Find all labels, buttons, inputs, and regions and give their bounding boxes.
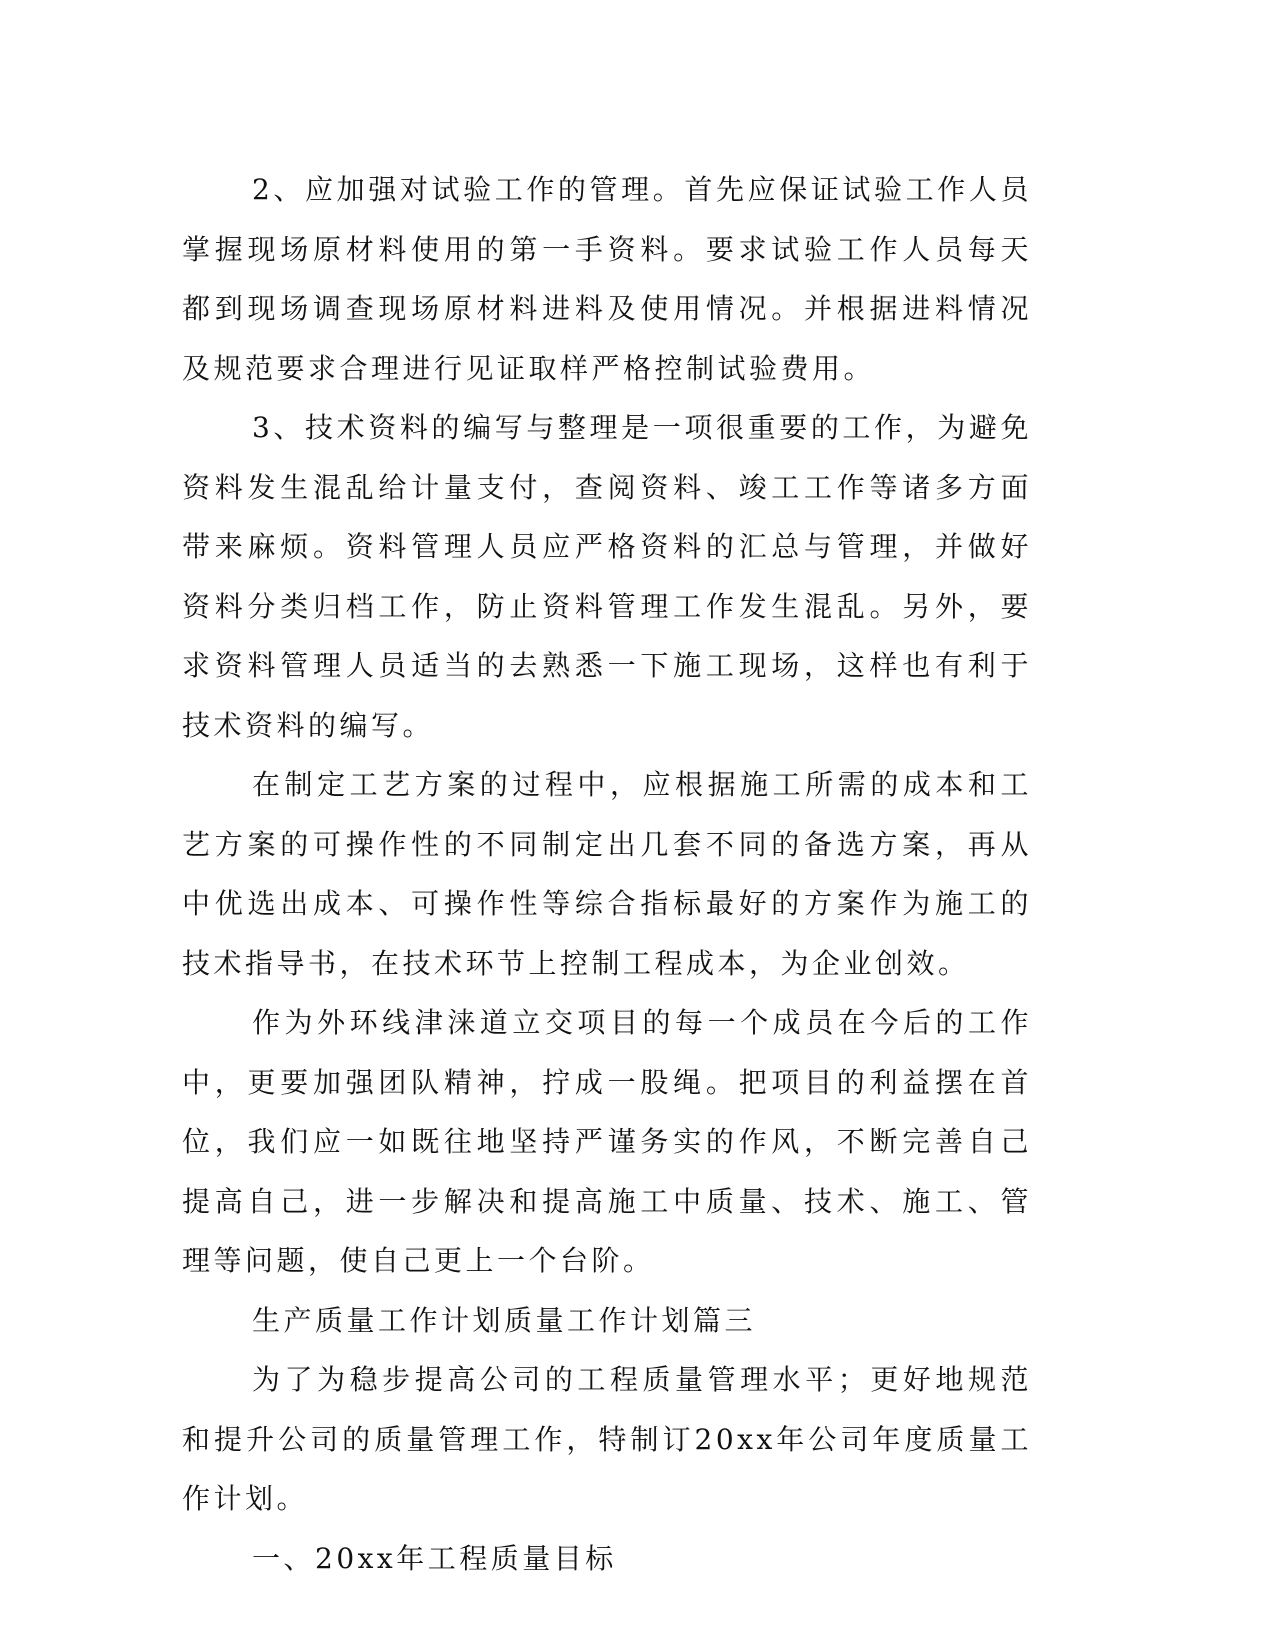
- paragraph-intro: 为了为稳步提高公司的工程质量管理水平；更好地规范和提升公司的质量管理工作，特制订20xx年公司年度质量工作计划。: [182, 1363, 1032, 1515]
- subheading-quality-goal: 一、20xx年工程质量目标: [252, 1541, 617, 1575]
- section-title: 生产质量工作计划质量工作计划篇三: [252, 1303, 757, 1337]
- paragraph-test-management: 2、应加强对试验工作的管理。首先应保证试验工作人员掌握现场原材料使用的第一手资料。要求试验工作人员每天都到现场调查现场原材料进料及使用情况。并根据进料情况及规范要求合理进行见证取样严格控制试验费用。: [182, 173, 1032, 385]
- paragraph-process-plan: 在制定工艺方案的过程中，应根据施工所需的成本和工艺方案的可操作性的不同制定出几套不同的备选方案，再从中优选出成本、可操作性等综合指标最好的方案作为施工的技术指导书，在技术环节上控制工程成本，为企业创效。: [182, 768, 1032, 980]
- document-body: [182, 160, 1032, 1588]
- paragraph-technical-documents: 3、技术资料的编写与整理是一项很重要的工作，为避免资料发生混乱给计量支付，查阅资料、竣工工作等诸多方面带来麻烦。资料管理人员应严格资料的汇总与管理，并做好资料分类归档工作，防止资料管理工作发生混乱。另外，要求资料管理人员适当的去熟悉一下施工现场，这样也有利于技术资料的编写。: [182, 411, 1032, 742]
- paragraph-team-spirit: 作为外环线津涞道立交项目的每一个成员在今后的工作中，更要加强团队精神，拧成一股绳。把项目的利益摆在首位，我们应一如既往地坚持严谨务实的作风，不断完善自己提高自己，进一步解决和提高施工中质量、技术、施工、管理等问题，使自己更上一个台阶。: [182, 1006, 1032, 1277]
